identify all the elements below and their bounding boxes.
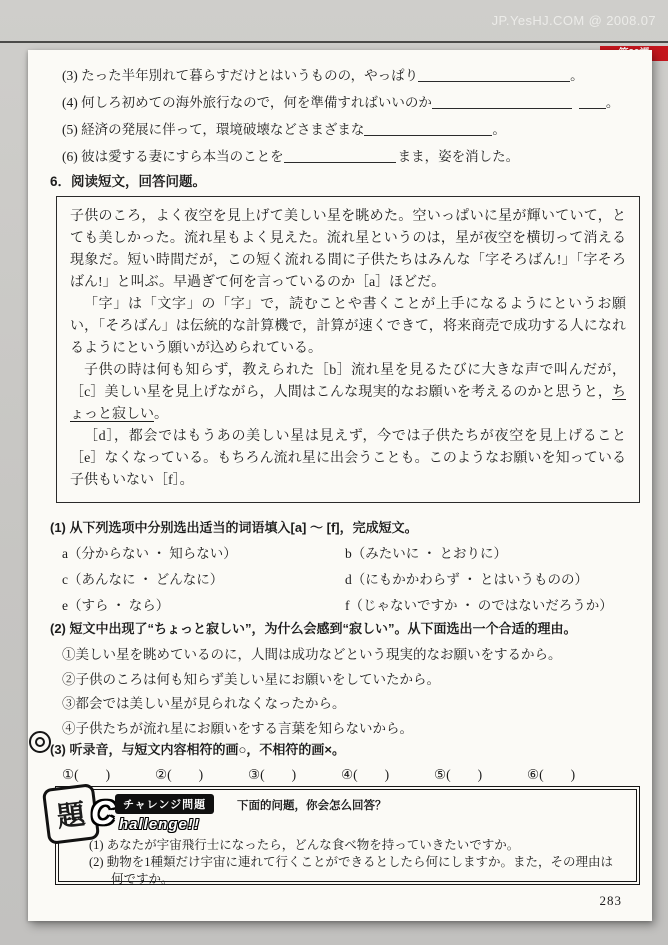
fill-item-5 [62, 116, 638, 143]
question-1-options [62, 541, 638, 619]
fill-item-text: 。 [605, 95, 620, 110]
section-6-title: 6．阅读短文，回答问题。 [50, 174, 207, 189]
option-row [62, 541, 638, 567]
passage-paragraph-1: 子供のころ，よく夜空を見上げて美しい星を眺めた。空いっぱいに星が輝いていて，とても美しかった。流れ星もよく見えた。流れ星というのは，星が夜空を横切って消える現象だ。短い時間だが，この短く流れる間に子供たちはみんな「字そろばん!」「字そろばん!」と叫ぶ。早過ぎて何を言っているのか［a］ほどだ。 [70, 209, 626, 290]
question-2-choices [62, 643, 638, 741]
challenge-question-1: (1) あなたが宇宙飛行士になったら，どんな食べ物を持っていきたいですか。 [89, 838, 520, 852]
passage-paragraph-4: ［d］，都会ではもうあの美しい星は見えず，今では子供たちが夜空を見上げること［e］なくなっている。もちろん流れ星に出会うことも。このようなお願いを知っている子供もいない［f］。 [70, 429, 626, 488]
page-number: 283 [599, 893, 622, 908]
option-d: d（にもかかわらず ・ とはいうものの） [345, 572, 588, 587]
challenge-questions [89, 837, 624, 888]
answer-slot-1: ①( ) [62, 767, 111, 782]
fill-item-6 [62, 143, 638, 170]
choice-3: ③都会では美しい星が見られなくなったから。 [62, 696, 346, 711]
question-2-text: ，为什么会感到“寂しい”。从下面选出一个合适的理由。 [251, 621, 577, 636]
question-2-label [50, 618, 577, 637]
challenge-badge: チャレンジ問題 [115, 794, 214, 814]
option-row [62, 593, 638, 619]
reading-passage-box [56, 196, 640, 503]
site-watermark: JP.YesHJ.COM @ 2008.07 [491, 13, 656, 28]
option-f: f（じゃないですか ・ のではないだろうか） [345, 598, 613, 613]
fill-item-text: 。 [492, 122, 506, 137]
textbook-page [28, 50, 652, 921]
question-3-label: (3) 听录音，与短文内容相符的画○，不相符的画×。 [50, 742, 345, 757]
question-3-answer-blanks [62, 763, 642, 783]
choice-4: ④子供たちが流れ星にお願いをする言葉を知らないから。 [62, 720, 413, 736]
answer-slot-5: ⑤( ) [434, 767, 483, 782]
option-a: a（分からない ・ 知らない） [62, 546, 237, 561]
fill-item-4 [62, 89, 638, 116]
audio-disc-icon [29, 731, 51, 753]
answer-blank [432, 95, 572, 109]
answer-blank [364, 122, 492, 136]
fill-item-text: (3) たった半年別れて暮らすだけとはいうものの，やっぱり [62, 68, 419, 83]
choice-1: ①美しい星を眺めているのに，人間は成功などという現実的なお願いをするから。 [62, 647, 562, 662]
top-divider [0, 41, 668, 43]
fill-item-text: 。 [570, 68, 584, 83]
option-c: c（あんなに ・ どんなに） [62, 572, 224, 587]
challenge-logo-initial: C [91, 794, 115, 831]
fill-in-exercise [62, 62, 638, 170]
fill-item-text: (6) 彼は愛する妻にすら本当のことを [62, 149, 284, 164]
question-1-label: (1) 从下列选项中分别选出适当的词语填入[a] ～ [f]，完成短文。 [50, 520, 418, 535]
passage-paragraph-3 [70, 360, 626, 426]
choice-2: ②子供のころは何も知らず美しい星にお願いをしていたから。 [62, 671, 440, 687]
challenge-question-2: (2) 動物を1種類だけ宇宙に連れて行くことができるとしたら何にしますか。また，その理由は何ですか。 [89, 855, 613, 886]
option-row [62, 567, 638, 593]
passage-paragraph-2: 「字」は「文字」の「字」で，読むことや書くことが上手になるようにというお願い，「そろばん」は伝統的な計算機で，計算が速くできて，将来商売で成功する人になれるようにという願いが込められている。 [70, 297, 626, 356]
challenge-stamp-icon: 題 [42, 783, 100, 845]
answer-blank [579, 95, 606, 109]
fill-item-3 [62, 62, 638, 89]
challenge-note: 下面的问题，你会怎么回答？ [237, 800, 387, 812]
answer-slot-6: ⑥( ) [527, 767, 576, 782]
answer-blank [418, 68, 570, 82]
fill-item-text: (5) 経済の発展に伴って，環境破壊などさまざまな [62, 122, 365, 137]
fill-item-text: (4) 何しろ初めての海外旅行なので，何を準備すればいいのか [62, 95, 432, 110]
underlined-phrase: ちょっと寂しい [70, 385, 626, 422]
passage-text: 子供の時は何も知らず，教えられた［b］流れ星を見るたびに大きな声で叫んだが，［c］美しい星を見上げながら，人間はこんな現実的なお願いを考えるのかと思うと， [70, 363, 626, 400]
passage-text: 。 [154, 407, 168, 422]
answer-blank [284, 149, 396, 163]
option-e: e（すら ・ なら） [62, 598, 170, 613]
answer-slot-2: ②( ) [155, 767, 204, 782]
challenge-box [55, 786, 640, 885]
question-2-text: (2) 短文中出现了 [50, 621, 148, 636]
answer-slot-3: ③( ) [248, 767, 297, 782]
option-b: b（みたいに ・ とおりに） [345, 546, 507, 561]
answer-slot-4: ④( ) [341, 767, 390, 782]
fill-item-text: まま，姿を消した。 [397, 149, 520, 164]
challenge-logo-text: hallenge!! [119, 816, 200, 833]
question-2-quoted-phrase: “ちょっと寂しい” [147, 621, 252, 636]
